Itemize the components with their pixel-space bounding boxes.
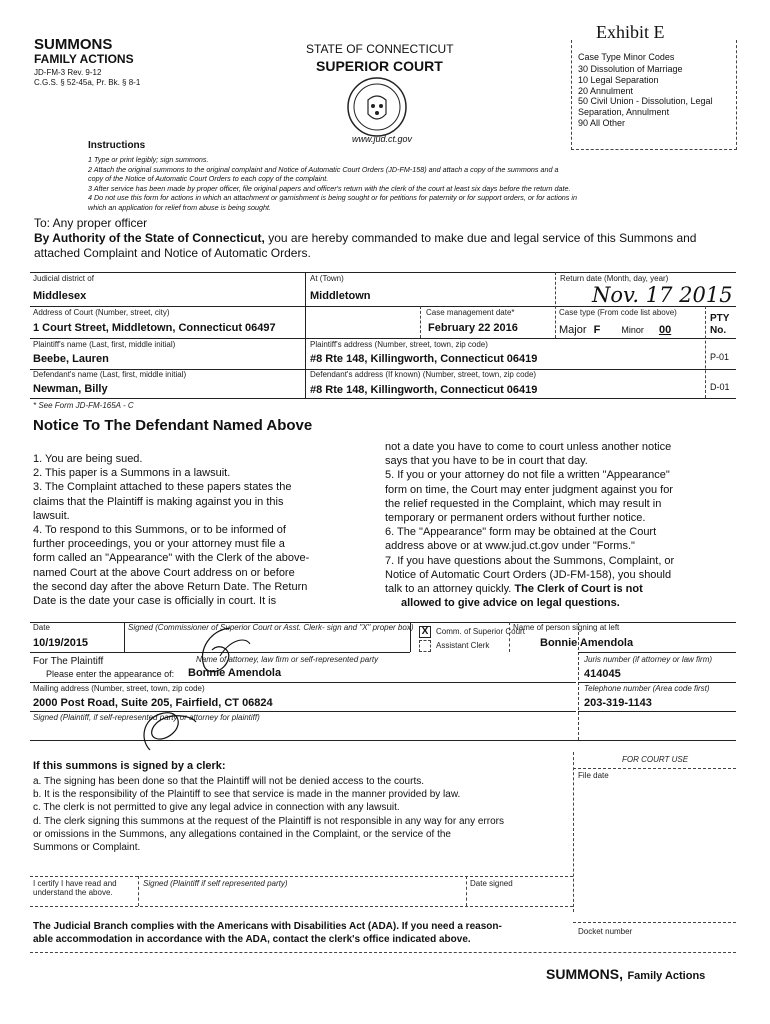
certify-text: I certify I have read and understand the above. <box>33 879 117 897</box>
state-name: STATE OF CONNECTICUT <box>306 42 454 56</box>
instructions-title: Instructions <box>88 140 146 151</box>
case-type-item: Separation, Annulment <box>578 107 670 118</box>
signed-clerk-label: Signed (Commissioner of Superior Court or Asst. Clerk- sign and "X" proper box) <box>128 623 414 632</box>
state-seal <box>346 76 408 138</box>
case-major-value[interactable]: F <box>593 324 601 336</box>
notice-line: says that you have to be in court that day. <box>385 455 588 468</box>
please-enter: Please enter the appearance of: <box>46 669 175 679</box>
instruction-item: copy of the Notice of Automatic Court Orders to each copy of the complaint. <box>88 174 329 183</box>
plaintiff-pty: P-01 <box>710 352 730 362</box>
for-plaintiff: For The Plaintiff <box>33 656 104 667</box>
authority-text <box>34 231 744 247</box>
juris-value[interactable]: 414045 <box>584 668 621 680</box>
case-type-list <box>578 64 713 129</box>
notice-line: address above or at www.jud.ct.gov under "Forms." <box>385 540 635 553</box>
date-signed-label: Date signed <box>470 879 513 888</box>
court-address-value[interactable]: 1 Court Street, Middletown, Connecticut 06497 <box>33 322 276 334</box>
case-type-item: 30 Dissolution of Marriage <box>578 64 683 74</box>
exhibit-label: Exhibit E <box>596 22 665 42</box>
instruction-item: 3 After service has been made by proper officer, file original papers and officer's return with the clerk of the court at least six days before the return date. <box>88 183 571 193</box>
form-subtitle: FAMILY ACTIONS <box>34 52 134 66</box>
judicial-district-label: Judicial district of <box>33 274 94 283</box>
return-date-value[interactable]: Nov. 17 2015 <box>592 283 733 307</box>
notice-bold-last: allowed to give advice on legal questions. <box>401 597 620 610</box>
phone-value[interactable]: 203-319-1143 <box>584 697 652 709</box>
plaintiff-name-value[interactable]: Beebe, Lauren <box>33 353 109 365</box>
ada-line: able accommodation in accordance with the ADA, contact the clerk's office indicated above. <box>33 934 471 945</box>
court-use-label: FOR COURT USE <box>622 755 689 764</box>
clerk-title: If this summons is signed by a clerk: <box>33 760 226 772</box>
form-title: SUMMONS <box>34 36 113 53</box>
instruction-item: which an application for relief from abuse is being sought. <box>88 202 271 212</box>
case-minor-value[interactable]: 00 <box>658 324 672 336</box>
clerk-item: d. The clerk signing this summons at the request of the Plaintiff is not responsible in any way for any errors <box>33 815 504 827</box>
notice-line: not a date you have to come to court unless another notice <box>385 441 672 453</box>
ada-notice <box>33 920 573 946</box>
defendant-name-value[interactable]: Newman, Billy <box>33 383 108 395</box>
case-type-item: 20 Annulment <box>578 85 634 96</box>
case-mgmt-label: Case management date* <box>426 308 515 317</box>
notice-line: 1. You are being sued. <box>33 453 143 465</box>
case-mgmt-value[interactable]: February 22 2016 <box>428 322 518 334</box>
instruction-item: 4 Do not use this form for actions in which an attachment or garnishment is being sought or for petitions for paternity or for support orders, or for actions in <box>88 193 577 202</box>
statute: C.G.S. § 52-45a, Pr. Bk. § 8-1 <box>34 78 141 87</box>
notice-line: Notice of Automatic Court Orders (JD-FM-158), you should <box>385 568 672 581</box>
case-type-title: Case Type Minor Codes <box>578 52 675 62</box>
defendant-name-label: Defendant's name (Last, first, middle initial) <box>33 370 187 379</box>
case-type-code-label: Case type (From code list above) <box>559 308 677 317</box>
ada-line: The Judicial Branch complies with the Americans with Disabilities Act (ADA). If you need a reason- <box>33 921 502 932</box>
notice-line: 4. To respond to this Summons, or to be informed of <box>33 524 286 537</box>
at-town-label: At (Town) <box>310 274 344 283</box>
commissioner-checkbox[interactable]: X <box>419 626 431 638</box>
authority-bold: By Authority of the State of Connecticut, <box>34 231 265 245</box>
assistant-clerk-label: Assistant Clerk <box>436 641 490 650</box>
notice-line: 6. The "Appearance" form may be obtained at the Court <box>385 526 657 539</box>
case-type-code <box>559 324 704 338</box>
instruction-item: 2 Attach the original summons to the original complaint and Notice of Automatic Court Orders (JD-FM-158) and attach a copy of the summons and a <box>88 164 559 174</box>
clerk-item: Summons or Complaint. <box>33 842 141 854</box>
notice-line: 7. If you have questions about the Summons, Complaint, or <box>385 554 675 567</box>
clerk-item: b. It is the responsibility of the Plaintiff to see that service is made in the manner provided by law. <box>33 789 461 801</box>
clerk-list <box>33 775 573 854</box>
at-town-value[interactable]: Middletown <box>310 290 371 302</box>
case-type-item: 90 All Other <box>578 117 626 128</box>
instructions-list <box>88 155 748 212</box>
notice-line-text: talk to an attorney quickly. <box>385 583 512 596</box>
notice-line: form called an "Appearance" with the Clerk of the above- <box>33 552 310 565</box>
defendant-address-label: Defendant's address (If known) (Number, street, town, zip code) <box>310 370 537 379</box>
see-form-note: * See Form JD-FM-165A - C <box>33 401 134 410</box>
defendant-address-value[interactable]: #8 Rte 148, Killingworth, Connecticut 06419 <box>310 384 538 396</box>
date-value[interactable]: 10/19/2015 <box>33 637 89 649</box>
instruction-item: 1 Type or print legibly; sign summons. <box>88 155 209 164</box>
docket-label: Docket number <box>578 927 633 936</box>
notice-line: claims that the Plaintiff is making against you in this <box>33 495 284 508</box>
clerk-item: or omissions in the Summons, any allegations contained in the Complaint, or the service of the <box>33 828 451 840</box>
plaintiff-address-value[interactable]: #8 Rte 148, Killingworth, Connecticut 06419 <box>310 353 538 365</box>
notice-line: 5. If you or your attorney do not file a written "Appearance" <box>385 469 670 482</box>
case-type-item: 10 Legal Separation <box>578 74 659 85</box>
case-minor-label: Minor <box>621 325 644 335</box>
attorney-label: Name of attorney, law firm or self-represented party <box>196 655 379 664</box>
clerk-item: c. The clerk is not permitted to give any legal advice in connection with any lawsuit. <box>33 802 400 814</box>
notice-line: further proceedings, you or your attorney must file a <box>33 538 285 551</box>
footer-sub: Family Actions <box>627 970 706 982</box>
phone-label: Telephone number (Area code first) <box>584 684 710 693</box>
authority-rest: you are hereby commanded to make due and legal service of this Summons and <box>264 231 697 245</box>
signature-attorney <box>120 700 210 760</box>
notice-title: Notice To The Defendant Named Above <box>33 417 313 434</box>
court-name: SUPERIOR COURT <box>316 58 443 74</box>
notice-line: named Court at the above Court address on or before <box>33 566 295 579</box>
notice-line: the second day after the above Return Date. The Return <box>33 580 308 593</box>
form-number: JD-FM-3 Rev. 9-12 <box>34 68 102 77</box>
notice-line: lawsuit. <box>33 509 70 522</box>
clerk-item: a. The signing has been done so that the Plaintiff will not be denied access to the courts. <box>33 776 424 787</box>
date-label: Date <box>33 623 50 632</box>
signed-self-label: Signed (Plaintiff if self represented party) <box>143 879 288 888</box>
notice-line: the relief requested in the Complaint, which may result in <box>385 497 662 510</box>
footer-title <box>546 966 705 984</box>
to-line: To: Any proper officer <box>34 216 148 230</box>
plaintiff-address-label: Plaintiff's address (Number, street, town, zip code) <box>310 340 488 349</box>
assistant-clerk-checkbox[interactable] <box>419 640 431 652</box>
commissioner-label: Comm. of Superior Court <box>436 627 525 636</box>
defendant-pty: D-01 <box>710 382 730 392</box>
notice-line <box>385 582 740 596</box>
mailing-value[interactable]: 2000 Post Road, Suite 205, Fairfield, CT 06824 <box>33 697 273 709</box>
judicial-district-value[interactable]: Middlesex <box>33 290 87 302</box>
website: www.jud.ct.gov <box>352 134 413 144</box>
return-date-label: Return date (Month, day, year) <box>560 274 669 283</box>
notice-line: form on time, the Court may enter judgment against you for <box>385 483 673 496</box>
mailing-label: Mailing address (Number, street, town, zip code) <box>33 684 205 693</box>
notice-left-list <box>33 452 373 608</box>
signed-plaintiff-label: Signed (Plaintiff, if self-represented party or attorney for plaintiff) <box>33 713 260 722</box>
case-major-label: Major <box>559 324 587 336</box>
notice-bold-tail: The Clerk of Court is not <box>514 583 643 596</box>
file-date-label: File date <box>578 771 609 780</box>
footer-main: SUMMONS, <box>546 966 623 982</box>
attorney-value[interactable]: Bonnie Amendola <box>188 667 282 679</box>
authority-line2: attached Complaint and Notice of Automatic Orders. <box>34 246 311 260</box>
notice-line: 2. This paper is a Summons in a lawsuit. <box>33 467 231 480</box>
notice-line: 3. The Complaint attached to these papers states the <box>33 481 292 494</box>
pty-label: PTY No. <box>710 313 730 336</box>
name-signing-label: Name of person signing at left <box>513 623 620 632</box>
plaintiff-name-label: Plaintiff's name (Last, first, middle initial) <box>33 340 176 349</box>
juris-label: Juris number (if attorney or law firm) <box>584 655 713 664</box>
case-type-item: 50 Civil Union - Dissolution, Legal <box>578 96 713 107</box>
notice-right-list <box>385 440 740 610</box>
notice-line: temporary or permanent orders without further notice. <box>385 512 646 525</box>
notice-line: Date is the date your case is officially in court. It is <box>33 595 277 608</box>
court-address-label: Address of Court (Number, street, city) <box>33 308 170 317</box>
name-signing-value[interactable]: Bonnie Amendola <box>540 637 634 649</box>
